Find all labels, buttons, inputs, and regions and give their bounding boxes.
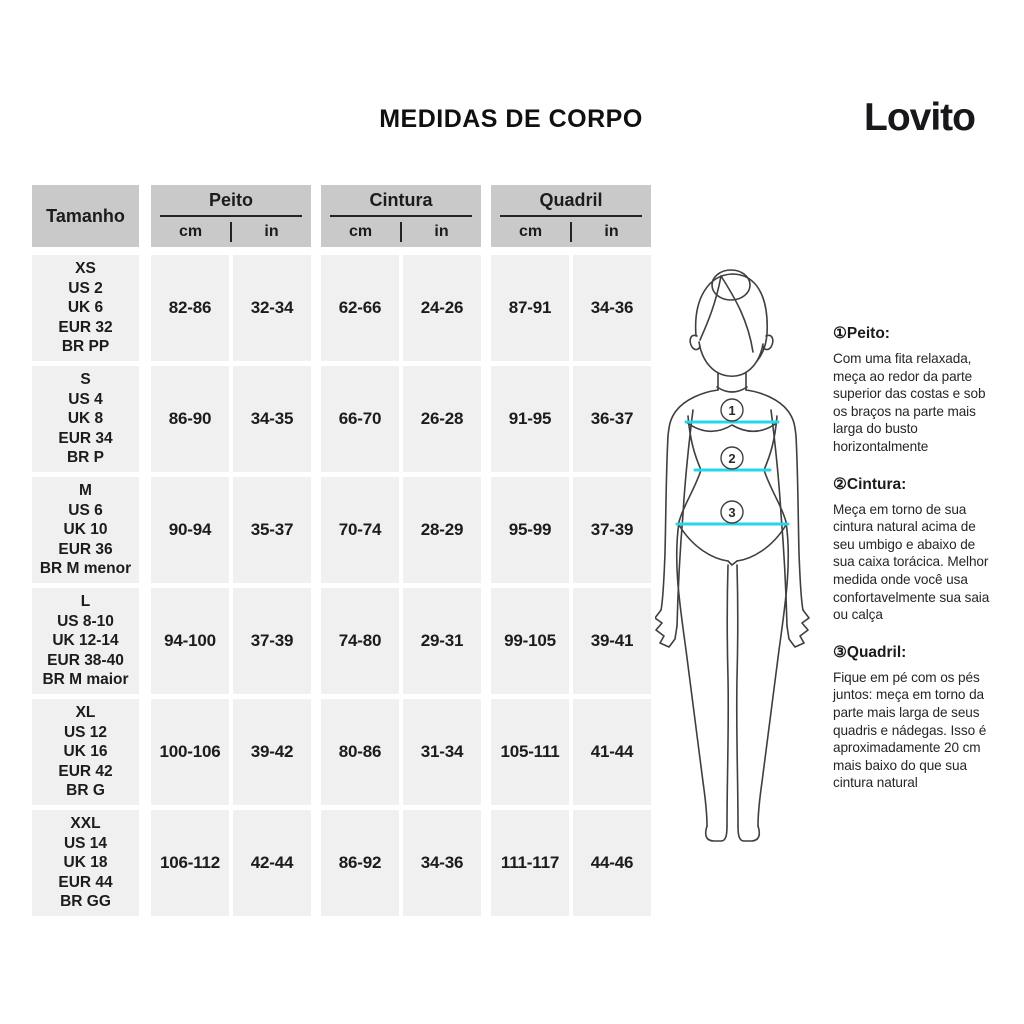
- left-leg-inner: [727, 565, 728, 826]
- cintura-in-cell: 26-28: [403, 366, 481, 472]
- unit-in-label: in: [264, 222, 279, 240]
- unit-row: [491, 217, 651, 246]
- cintura-cm-cell: 70-74: [321, 477, 399, 583]
- peito-in-cell: 42-44: [233, 810, 311, 916]
- right-leg-inner: [737, 565, 738, 826]
- unit-cm-label: cm: [178, 222, 203, 240]
- unit-in-label: in: [434, 222, 449, 240]
- size-line: BR M maior: [42, 671, 129, 689]
- peito-in-cell: 39-42: [233, 699, 311, 805]
- note-cintura: [833, 475, 997, 624]
- note-heading: ③Quadril:: [833, 643, 907, 661]
- left-leg-outer: [677, 522, 707, 826]
- quadril-cm-cell: 91-95: [491, 366, 569, 472]
- quadril-in-cell: 44-46: [573, 810, 651, 916]
- peito-cm-cell: 86-90: [151, 366, 229, 472]
- hair-outline: [696, 274, 768, 361]
- size-line: BR PP: [61, 338, 110, 356]
- brand-logo: Lovito: [864, 96, 975, 139]
- group-label: Quadril: [539, 190, 603, 210]
- quadril-cm-cell: 95-99: [491, 477, 569, 583]
- size-line: BR G: [66, 782, 105, 800]
- unit-row: [321, 217, 481, 246]
- quadril-cm-cell: 111-117: [491, 810, 569, 916]
- size-cell: [32, 810, 139, 916]
- peito-cm-cell: 100-106: [151, 699, 229, 805]
- page-title: MEDIDAS DE CORPO: [379, 105, 643, 133]
- cintura-in-cell: 34-36: [403, 810, 481, 916]
- column-header-peito: [151, 185, 311, 247]
- measurement-instructions: [833, 324, 997, 811]
- size-line: US 6: [68, 501, 103, 519]
- size-line: US 8-10: [57, 612, 114, 630]
- size-line: S: [80, 371, 91, 389]
- cintura-cm-cell: 80-86: [321, 699, 399, 805]
- note-heading: ①Peito:: [833, 325, 890, 342]
- size-line: UK 6: [67, 299, 104, 317]
- peito-cm-cell: 90-94: [151, 477, 229, 583]
- cintura-in-cell: 28-29: [403, 477, 481, 583]
- size-line: BR GG: [60, 893, 111, 911]
- size-line: EUR 38-40: [47, 651, 124, 669]
- size-line: UK 18: [63, 854, 108, 872]
- size-line: US 2: [68, 279, 103, 297]
- cintura-cm-cell: 62-66: [321, 255, 399, 361]
- peito-cm-cell: 106-112: [151, 810, 229, 916]
- left-foot: [706, 826, 727, 841]
- note-quadril: [833, 643, 997, 792]
- bikini-right: [737, 525, 786, 561]
- size-cell: [32, 366, 139, 472]
- cintura-cm-cell: 66-70: [321, 366, 399, 472]
- hip-marker-number: 3: [728, 505, 736, 520]
- face-outline: [699, 342, 763, 376]
- size-line: BR P: [66, 449, 105, 467]
- bikini-center: [728, 561, 737, 565]
- peito-cm-cell: 94-100: [151, 588, 229, 694]
- size-line: US 4: [68, 390, 103, 408]
- table-row-l: [32, 588, 651, 694]
- cintura-in-cell: 29-31: [403, 588, 481, 694]
- quadril-in-cell: 39-41: [573, 588, 651, 694]
- peito-in-cell: 35-37: [233, 477, 311, 583]
- unit-in-label: in: [604, 222, 619, 240]
- size-line: EUR 32: [58, 318, 113, 336]
- size-cell: [32, 588, 139, 694]
- note-peito: [833, 324, 997, 456]
- quadril-in-cell: 34-36: [573, 255, 651, 361]
- table-header-row: [32, 185, 651, 247]
- size-line: BR M menor: [39, 560, 132, 578]
- cintura-in-cell: 24-26: [403, 255, 481, 361]
- quadril-cm-cell: 99-105: [491, 588, 569, 694]
- size-line: EUR 36: [58, 540, 113, 558]
- left-hand: [655, 610, 677, 647]
- size-line: UK 10: [63, 521, 108, 539]
- size-line: UK 16: [63, 743, 108, 761]
- right-leg-outer: [758, 522, 788, 826]
- note-body: Fique em pé com os pés juntos: meça em torno da parte mais larga de seus quadris e nádegas. Isso é aproximadamente 20 cm mais baixo do que sua cintura natural: [833, 669, 987, 791]
- column-header-tamanho: Tamanho: [32, 185, 139, 247]
- unit-cm-label: cm: [348, 222, 373, 240]
- quadril-in-cell: 36-37: [573, 366, 651, 472]
- table-row-m: [32, 477, 651, 583]
- size-cell: [32, 699, 139, 805]
- size-table: [32, 185, 651, 921]
- size-line: EUR 34: [58, 429, 113, 447]
- size-line: L: [80, 593, 91, 611]
- unit-row: [151, 217, 311, 246]
- quadril-in-cell: 37-39: [573, 477, 651, 583]
- table-row-xl: [32, 699, 651, 805]
- hair-parting: [700, 276, 721, 340]
- size-line: UK 8: [67, 410, 104, 428]
- right-hand: [787, 610, 809, 647]
- column-header-quadril: [491, 185, 651, 247]
- column-header-cintura: [321, 185, 481, 247]
- note-heading: ②Cintura:: [833, 475, 907, 493]
- quadril-cm-cell: 105-111: [491, 699, 569, 805]
- size-line: UK 12-14: [52, 632, 119, 650]
- group-label: Peito: [208, 190, 253, 210]
- group-label: Cintura: [369, 190, 433, 210]
- size-line: M: [79, 482, 92, 500]
- size-cell: [32, 477, 139, 583]
- quadril-cm-cell: 87-91: [491, 255, 569, 361]
- bust-marker-number: 1: [728, 403, 736, 418]
- cintura-in-cell: 31-34: [403, 699, 481, 805]
- collar: [717, 387, 747, 392]
- table-row-xs: [32, 255, 651, 361]
- size-line: US 14: [63, 834, 108, 852]
- waist-marker-number: 2: [728, 451, 736, 466]
- size-line: EUR 42: [58, 762, 113, 780]
- bikini-left: [679, 525, 728, 561]
- body-figure: [655, 258, 835, 858]
- quadril-in-cell: 41-44: [573, 699, 651, 805]
- hair-swoosh: [721, 276, 753, 352]
- peito-cm-cell: 82-86: [151, 255, 229, 361]
- peito-in-cell: 37-39: [233, 588, 311, 694]
- peito-in-cell: 34-35: [233, 366, 311, 472]
- size-line: XXL: [70, 815, 101, 833]
- table-row-s: [32, 366, 651, 472]
- unit-cm-label: cm: [518, 222, 543, 240]
- size-cell: [32, 255, 139, 361]
- right-foot: [738, 826, 759, 841]
- size-line: XL: [75, 704, 96, 722]
- table-row-xxl: [32, 810, 651, 916]
- size-line: XS: [75, 260, 96, 278]
- cintura-cm-cell: 86-92: [321, 810, 399, 916]
- cintura-cm-cell: 74-80: [321, 588, 399, 694]
- peito-in-cell: 32-34: [233, 255, 311, 361]
- note-body: Meça em torno de sua cintura natural acima de seu umbigo e abaixo de sua caixa torácica. Melhor medida onde você usa confortavelmente sua saia ou calça: [833, 501, 990, 623]
- size-line: US 12: [63, 723, 108, 741]
- size-line: EUR 44: [58, 873, 113, 891]
- note-body: Com uma fita relaxada, meça ao redor da parte superior das costas e sob os braços na parte mais larga do busto horizontalmente: [833, 351, 986, 454]
